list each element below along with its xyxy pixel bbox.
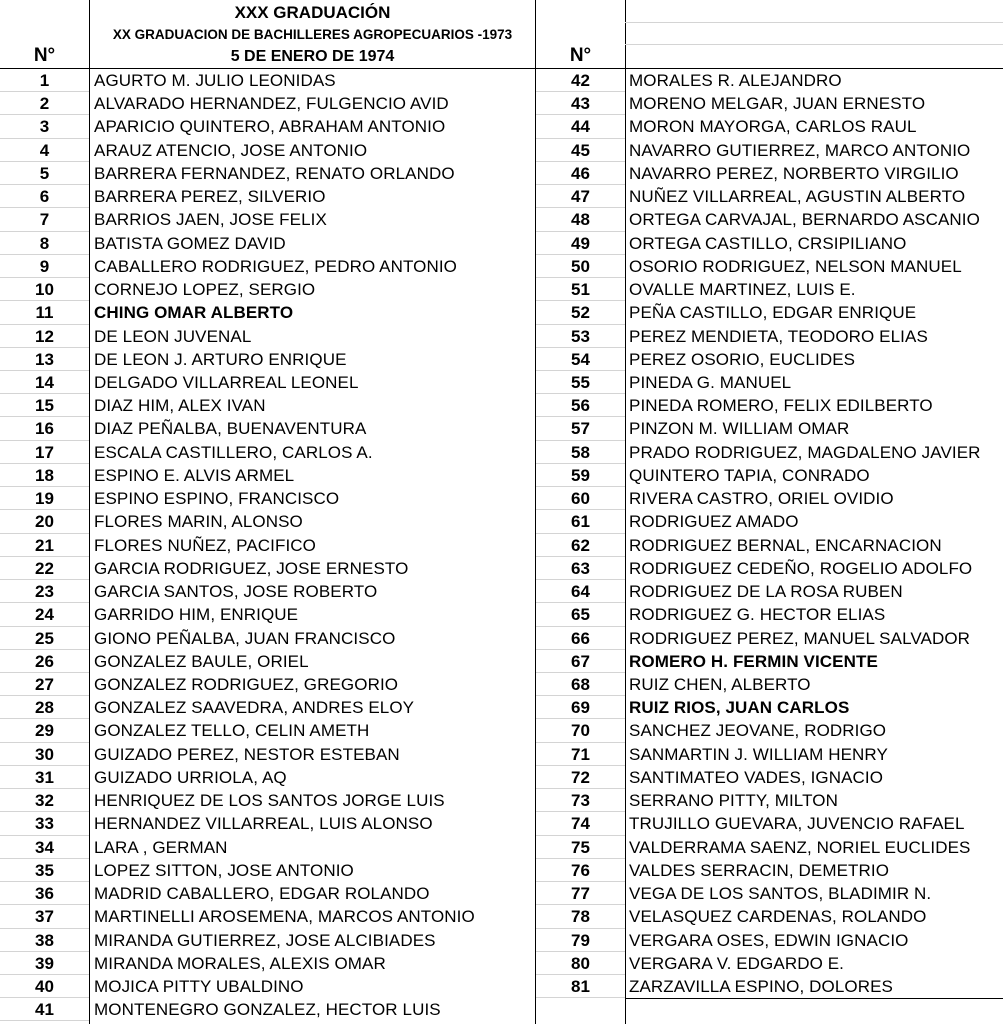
student-number: 78 xyxy=(571,907,590,927)
list-item xyxy=(0,766,1003,789)
list-item xyxy=(0,789,1003,812)
student-name: RODRIGUEZ G. HECTOR ELIAS xyxy=(629,605,886,625)
student-number: 8 xyxy=(39,233,50,253)
student-number: 70 xyxy=(571,721,590,741)
student-name: BATISTA GOMEZ DAVID xyxy=(94,233,286,253)
student-number: 13 xyxy=(35,349,54,369)
list-item xyxy=(0,905,1003,928)
student-name: GUIZADO PEREZ, NESTOR ESTEBAN xyxy=(94,744,400,764)
student-name: MORON MAYORGA, CARLOS RAUL xyxy=(629,117,917,137)
number-column-header-left: N° xyxy=(33,45,56,66)
student-name: SERRANO PITTY, MILTON xyxy=(629,791,838,811)
student-name: VERGARA OSES, EDWIN IGNACIO xyxy=(629,930,909,950)
student-name: MONTENEGRO GONZALEZ, HECTOR LUIS xyxy=(94,1000,441,1020)
student-number: 4 xyxy=(39,140,50,160)
student-name: MADRID CABALLERO, EDGAR ROLANDO xyxy=(94,884,430,904)
student-name: OSORIO RODRIGUEZ, NELSON MANUEL xyxy=(629,256,962,276)
list-item xyxy=(0,929,1003,952)
list-item xyxy=(0,696,1003,719)
student-name: QUINTERO TAPIA, CONRADO xyxy=(629,465,870,485)
list-item xyxy=(0,139,1003,162)
student-number: 20 xyxy=(35,512,54,532)
student-number: 21 xyxy=(35,535,54,555)
student-number: 56 xyxy=(571,396,590,416)
student-number: 10 xyxy=(35,280,54,300)
student-name: PRADO RODRIGUEZ, MAGDALENO JAVIER xyxy=(629,442,981,462)
student-name: SANTIMATEO VADES, IGNACIO xyxy=(629,767,884,787)
student-name: APARICIO QUINTERO, ABRAHAM ANTONIO xyxy=(94,117,446,137)
list-item xyxy=(0,185,1003,208)
student-number: 77 xyxy=(571,884,590,904)
student-name: DE LEON J. ARTURO ENRIQUE xyxy=(94,349,347,369)
student-name: DE LEON JUVENAL xyxy=(94,326,252,346)
student-name: VALDERRAMA SAENZ, NORIEL EUCLIDES xyxy=(629,837,971,857)
student-name: ESPINO ESPINO, FRANCISCO xyxy=(94,489,340,509)
student-number: 18 xyxy=(35,465,54,485)
student-name: RODRIGUEZ AMADO xyxy=(629,512,799,532)
student-name: RODRIGUEZ DE LA ROSA RUBEN xyxy=(629,582,903,602)
student-name: GARRIDO HIM, ENRIQUE xyxy=(94,605,299,625)
student-number: 22 xyxy=(35,558,54,578)
student-name: ARAUZ ATENCIO, JOSE ANTONIO xyxy=(94,140,368,160)
student-number: 35 xyxy=(35,860,54,880)
student-number: 54 xyxy=(571,349,590,369)
student-name: ROMERO H. FERMIN VICENTE xyxy=(629,651,878,671)
student-number: 24 xyxy=(35,605,54,625)
student-number: 12 xyxy=(35,326,54,346)
list-item xyxy=(0,859,1003,882)
student-number: 6 xyxy=(39,187,50,207)
student-name: NAVARRO PEREZ, NORBERTO VIRGILIO xyxy=(629,163,959,183)
student-number: 48 xyxy=(571,210,590,230)
student-name: HENRIQUEZ DE LOS SANTOS JORGE LUIS xyxy=(94,791,445,811)
student-number: 74 xyxy=(571,814,590,834)
student-name: NUÑEZ VILLARREAL, AGUSTIN ALBERTO xyxy=(629,187,966,207)
page-subtitle: XX GRADUACION DE BACHILLERES AGROPECUARIOS -1973 xyxy=(112,27,513,42)
student-name: ALVARADO HERNANDEZ, FULGENCIO AVID xyxy=(94,94,449,114)
student-number: 7 xyxy=(39,210,50,230)
student-number: 57 xyxy=(571,419,590,439)
student-number: 79 xyxy=(571,930,590,950)
list-item xyxy=(0,812,1003,835)
student-name: RODRIGUEZ PEREZ, MANUEL SALVADOR xyxy=(629,628,971,648)
student-number: 58 xyxy=(571,442,590,462)
student-name: GONZALEZ BAULE, ORIEL xyxy=(94,651,309,671)
student-number: 34 xyxy=(35,837,54,857)
student-name: RODRIGUEZ CEDEÑO, ROGELIO ADOLFO xyxy=(629,558,973,578)
list-item xyxy=(0,417,1003,440)
student-number: 64 xyxy=(571,582,590,602)
student-number: 39 xyxy=(35,953,54,973)
student-number: 29 xyxy=(35,721,54,741)
student-name: NAVARRO GUTIERREZ, MARCO ANTONIO xyxy=(629,140,971,160)
grid-line xyxy=(625,44,1003,45)
list-item xyxy=(0,278,1003,301)
student-number: 75 xyxy=(571,837,590,857)
list-item xyxy=(0,882,1003,905)
student-number: 53 xyxy=(571,326,590,346)
student-name: PINEDA G. MANUEL xyxy=(629,372,792,392)
student-number: 14 xyxy=(35,372,54,392)
student-name: VELASQUEZ CARDENAS, ROLANDO xyxy=(629,907,927,927)
student-name: FLORES NUÑEZ, PACIFICO xyxy=(94,535,316,555)
graduation-date: 5 DE ENERO DE 1974 xyxy=(230,48,395,65)
list-item xyxy=(0,743,1003,766)
student-number: 44 xyxy=(571,117,590,137)
student-name: CORNEJO LOPEZ, SERGIO xyxy=(94,280,316,300)
student-number: 63 xyxy=(571,558,590,578)
student-number: 3 xyxy=(39,117,50,137)
student-number: 2 xyxy=(39,94,50,114)
student-number: 47 xyxy=(571,187,590,207)
student-name: ESPINO E. ALVIS ARMEL xyxy=(94,465,295,485)
student-number: 67 xyxy=(571,651,590,671)
student-name: DIAZ PEÑALBA, BUENAVENTURA xyxy=(94,419,367,439)
student-name: ZARZAVILLA ESPINO, DOLORES xyxy=(629,976,893,996)
list-item xyxy=(0,603,1003,626)
student-name: MIRANDA MORALES, ALEXIS OMAR xyxy=(94,953,386,973)
list-item xyxy=(0,208,1003,231)
student-number: 19 xyxy=(35,489,54,509)
student-number: 32 xyxy=(35,791,54,811)
student-name: PEÑA CASTILLO, EDGAR ENRIQUE xyxy=(629,303,917,323)
list-item xyxy=(0,348,1003,371)
student-name: GARCIA SANTOS, JOSE ROBERTO xyxy=(94,582,378,602)
student-number: 1 xyxy=(39,71,50,90)
student-number: 38 xyxy=(35,930,54,950)
list-item xyxy=(0,115,1003,138)
student-number: 30 xyxy=(35,744,54,764)
student-number: 45 xyxy=(571,140,590,160)
student-name: SANMARTIN J. WILLIAM HENRY xyxy=(629,744,888,764)
student-number: 72 xyxy=(571,767,590,787)
student-number: 15 xyxy=(35,396,54,416)
list-item xyxy=(0,975,1003,998)
student-name: BARRERA FERNANDEZ, RENATO ORLANDO xyxy=(94,163,455,183)
student-name: SANCHEZ JEOVANE, RODRIGO xyxy=(629,721,887,741)
student-number: 46 xyxy=(571,163,590,183)
student-name: PINZON M. WILLIAM OMAR xyxy=(629,419,850,439)
student-name: MOJICA PITTY UBALDINO xyxy=(94,976,304,996)
list-item xyxy=(0,371,1003,394)
student-number: 9 xyxy=(39,256,50,276)
list-item xyxy=(0,650,1003,673)
student-name: PEREZ OSORIO, EUCLIDES xyxy=(629,349,856,369)
list-item xyxy=(0,255,1003,278)
student-number: 60 xyxy=(571,489,590,509)
student-number: 68 xyxy=(571,674,590,694)
student-name: BARRIOS JAEN, JOSE FELIX xyxy=(94,210,327,230)
student-number: 62 xyxy=(571,535,590,555)
student-number: 61 xyxy=(571,512,590,532)
student-name: VALDES SERRACIN, DEMETRIO xyxy=(629,860,890,880)
student-number: 55 xyxy=(571,372,590,392)
student-number: 33 xyxy=(35,814,54,834)
student-name: CHING OMAR ALBERTO xyxy=(94,303,294,323)
list-item xyxy=(0,719,1003,742)
student-number: 66 xyxy=(571,628,590,648)
student-name: LARA , GERMAN xyxy=(94,837,228,857)
student-name: BARRERA PEREZ, SILVERIO xyxy=(94,187,326,207)
student-number: 16 xyxy=(35,419,54,439)
student-number: 36 xyxy=(35,884,54,904)
student-number: 65 xyxy=(571,605,590,625)
list-item xyxy=(0,325,1003,348)
student-number: 51 xyxy=(571,280,590,300)
student-name: RUIZ RIOS, JUAN CARLOS xyxy=(629,698,850,718)
student-number: 42 xyxy=(571,71,590,90)
student-number: 43 xyxy=(571,94,590,114)
student-name: LOPEZ SITTON, JOSE ANTONIO xyxy=(94,860,354,880)
page-title: XXX GRADUACIÓN xyxy=(234,3,391,22)
student-number: 26 xyxy=(35,651,54,671)
student-name: MORALES R. ALEJANDRO xyxy=(629,71,842,90)
student-name: RUIZ CHEN, ALBERTO xyxy=(629,674,811,694)
list-item xyxy=(0,836,1003,859)
student-name: ESCALA CASTILLERO, CARLOS A. xyxy=(94,442,373,462)
student-number: 81 xyxy=(571,976,590,996)
list-item xyxy=(0,232,1003,255)
student-name: ORTEGA CASTILLO, CRSIPILIANO xyxy=(629,233,907,253)
student-name: GIONO PEÑALBA, JUAN FRANCISCO xyxy=(94,628,396,648)
student-number: 17 xyxy=(35,442,54,462)
student-number: 76 xyxy=(571,860,590,880)
student-number: 31 xyxy=(35,767,54,787)
student-number: 52 xyxy=(571,303,590,323)
number-column-header-right: N° xyxy=(569,45,592,66)
student-number: 71 xyxy=(571,744,590,764)
student-name: CABALLERO RODRIGUEZ, PEDRO ANTONIO xyxy=(94,256,457,276)
list-item xyxy=(0,534,1003,557)
student-name: RODRIGUEZ BERNAL, ENCARNACION xyxy=(629,535,942,555)
student-number: 41 xyxy=(35,1000,54,1020)
student-number: 69 xyxy=(571,698,590,718)
student-name: AGURTO M. JULIO LEONIDAS xyxy=(94,71,336,90)
student-number: 5 xyxy=(39,163,50,183)
list-item xyxy=(0,162,1003,185)
list-item xyxy=(0,998,1003,1021)
student-name: PINEDA ROMERO, FELIX EDILBERTO xyxy=(629,396,933,416)
student-number: 49 xyxy=(571,233,590,253)
list-item xyxy=(0,464,1003,487)
student-name: DELGADO VILLARREAL LEONEL xyxy=(94,372,359,392)
student-number: 23 xyxy=(35,582,54,602)
student-number: 25 xyxy=(35,628,54,648)
student-name: RIVERA CASTRO, ORIEL OVIDIO xyxy=(629,489,894,509)
student-name: GONZALEZ TELLO, CELIN AMETH xyxy=(94,721,370,741)
student-name: FLORES MARIN, ALONSO xyxy=(94,512,303,532)
student-number: 80 xyxy=(571,953,590,973)
student-name: GARCIA RODRIGUEZ, JOSE ERNESTO xyxy=(94,558,409,578)
student-name: GONZALEZ SAAVEDRA, ANDRES ELOY xyxy=(94,698,415,718)
student-number: 50 xyxy=(571,256,590,276)
student-name: HERNANDEZ VILLARREAL, LUIS ALONSO xyxy=(94,814,433,834)
student-number: 11 xyxy=(35,303,54,323)
student-name: GONZALEZ RODRIGUEZ, GREGORIO xyxy=(94,674,399,694)
student-number: 28 xyxy=(35,698,54,718)
list-item xyxy=(0,580,1003,603)
list-item xyxy=(0,673,1003,696)
student-name: TRUJILLO GUEVARA, JUVENCIO RAFAEL xyxy=(629,814,965,834)
list-item xyxy=(0,487,1003,510)
list-item xyxy=(0,394,1003,417)
student-name: PEREZ MENDIETA, TEODORO ELIAS xyxy=(629,326,928,346)
student-name: OVALLE MARTINEZ, LUIS E. xyxy=(629,280,856,300)
student-name: MARTINELLI AROSEMENA, MARCOS ANTONIO xyxy=(94,907,475,927)
list-item xyxy=(0,301,1003,324)
student-name: ORTEGA CARVAJAL, BERNARDO ASCANIO xyxy=(629,210,980,230)
student-number: 27 xyxy=(35,674,54,694)
row-separator xyxy=(0,1020,89,1021)
student-name: VEGA DE LOS SANTOS, BLADIMIR N. xyxy=(629,884,932,904)
list-item xyxy=(0,510,1003,533)
list-item xyxy=(0,69,1003,92)
student-name: MORENO MELGAR, JUAN ERNESTO xyxy=(629,94,926,114)
grid-line xyxy=(625,22,1003,23)
student-name: GUIZADO URRIOLA, AQ xyxy=(94,767,287,787)
list-item xyxy=(0,441,1003,464)
student-number: 73 xyxy=(571,791,590,811)
student-name: VERGARA V. EDGARDO E. xyxy=(629,953,844,973)
row-separator xyxy=(536,997,625,998)
student-name: MIRANDA GUTIERREZ, JOSE ALCIBIADES xyxy=(94,930,436,950)
student-number: 59 xyxy=(571,465,590,485)
student-number: 37 xyxy=(35,907,54,927)
list-item xyxy=(0,557,1003,580)
list-item xyxy=(0,952,1003,975)
list-item xyxy=(0,92,1003,115)
student-number: 40 xyxy=(35,976,54,996)
student-name: DIAZ HIM, ALEX IVAN xyxy=(94,396,266,416)
list-item xyxy=(0,627,1003,650)
